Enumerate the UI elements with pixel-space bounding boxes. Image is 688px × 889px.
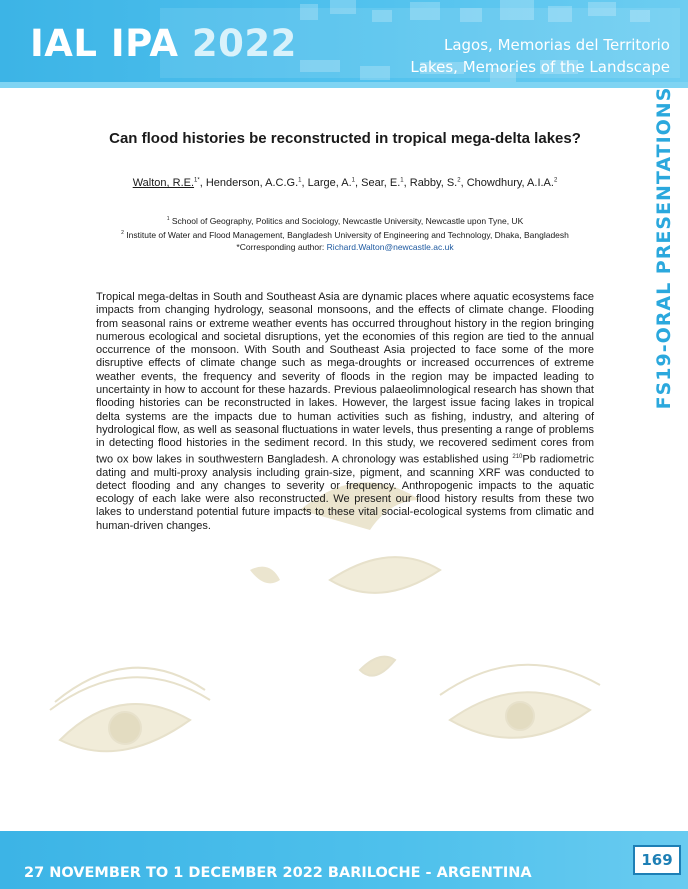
author-name: Rabby, S. (409, 177, 458, 189)
affiliations (100, 213, 590, 253)
conference-subtitle (410, 34, 670, 78)
session-label: FS19-ORAL PRESENTATIONS (653, 86, 675, 410)
brand-year: 2022 (191, 22, 297, 65)
conference-logo (30, 22, 297, 65)
author-sup: 2 (457, 177, 461, 184)
subtitle-spanish: Lagos, Memorias del Territorio (443, 36, 670, 54)
author-sup: 1 (298, 177, 302, 184)
footer-banner (0, 831, 688, 889)
author-sup: 1 (351, 177, 356, 184)
author-name: Sear, E. (361, 177, 401, 189)
brand-name: IAL IPA (30, 22, 179, 65)
author-name: Walton, R.E. (132, 177, 195, 189)
corresponding-author: *Corresponding author: Richard.Walton@newcastle.ac.uk (236, 241, 454, 252)
affiliation-1: $^1$ School of Geography, Politics and Sociology, Newcastle University, Newcastle upon Tyne, UK (166, 215, 524, 226)
footer-dates: 27 NOVEMBER TO 1 DECEMBER 2022 BARILOCHE - ARGENTINA (24, 865, 532, 881)
author-name: Large, A. (307, 177, 352, 189)
abstract-text: Tropical mega-deltas in South and Southeast Asia are dynamic places where aquatic ecosystems face impacts from changing hydrology, seasonal monsoons, and the effects of climate change. Flooding from seasonal rains or extreme weather events has occurred throughout history in the region bringing numerous ecological and societal disruptions, yet the economies of this region are tied to the annual occurrence of the monsoon. With South and Southeast Asia projected to face some of the more disruptive effects of climate change such as mega-droughts or increased occurrences of extreme weather events, the frequency and severity of floods in the region may be impacted leading to uncertainty in how to account for these hazards. Previous palaeolimnological research has shown that flooding histories can be reconstructed in lakes. However, the largest issue facing lakes in tropical delta systems are the impacts due to human activities such as fishing, industry, and altering of hydrological flow, as well as seasonal fluctuations in water levels, thus presenting a range of problems in detecting flood histories in the sediment record. In this study, we recovered sediment cores from two ox bow lakes in southwestern Bangladesh. A chronology was established using $^{210}$Pb radiometric dating and multi-proxy analysis including grain-size, pigment, and scanning XRF was conducted to detect flooding and any changes to severity or frequency. Anthropogenic impacts to the aquatic ecology of each lake were also reconstructed. We present our flood history results from these two lakes to understand potential future impacts to these vital social-ecological systems from climatic and human-driven changes. (96, 291, 594, 532)
author-sup: 1 (400, 177, 404, 184)
author-name: Henderson, A.C.G. (205, 177, 299, 189)
author-list: Walton, R.E.$^{1*}$, Henderson, A.C.G.$^1$, Large, A.$^1$, Sear, E.$^1$, Rabby, S.$^2$, Chowdhury, A.I.A.$^2$ (132, 177, 558, 189)
author-name: Chowdhury, A.I.A. (466, 177, 554, 189)
author-email-link[interactable]: Richard.Walton@newcastle.ac.uk (326, 241, 454, 252)
paper-title: Can flood histories be reconstructed in tropical mega-delta lakes? (109, 130, 581, 147)
author-sup: 1* (194, 177, 200, 184)
author-sup: 2 (553, 177, 558, 184)
subtitle-english: Lakes, Memories of the Landscape (410, 58, 670, 76)
header-banner (0, 0, 688, 88)
affiliation-2: $^2$ Institute of Water and Flood Management, Bangladesh University of Engineering and Technology, Dhaka, Bangladesh (121, 229, 569, 240)
page-number: 169 (633, 845, 681, 875)
